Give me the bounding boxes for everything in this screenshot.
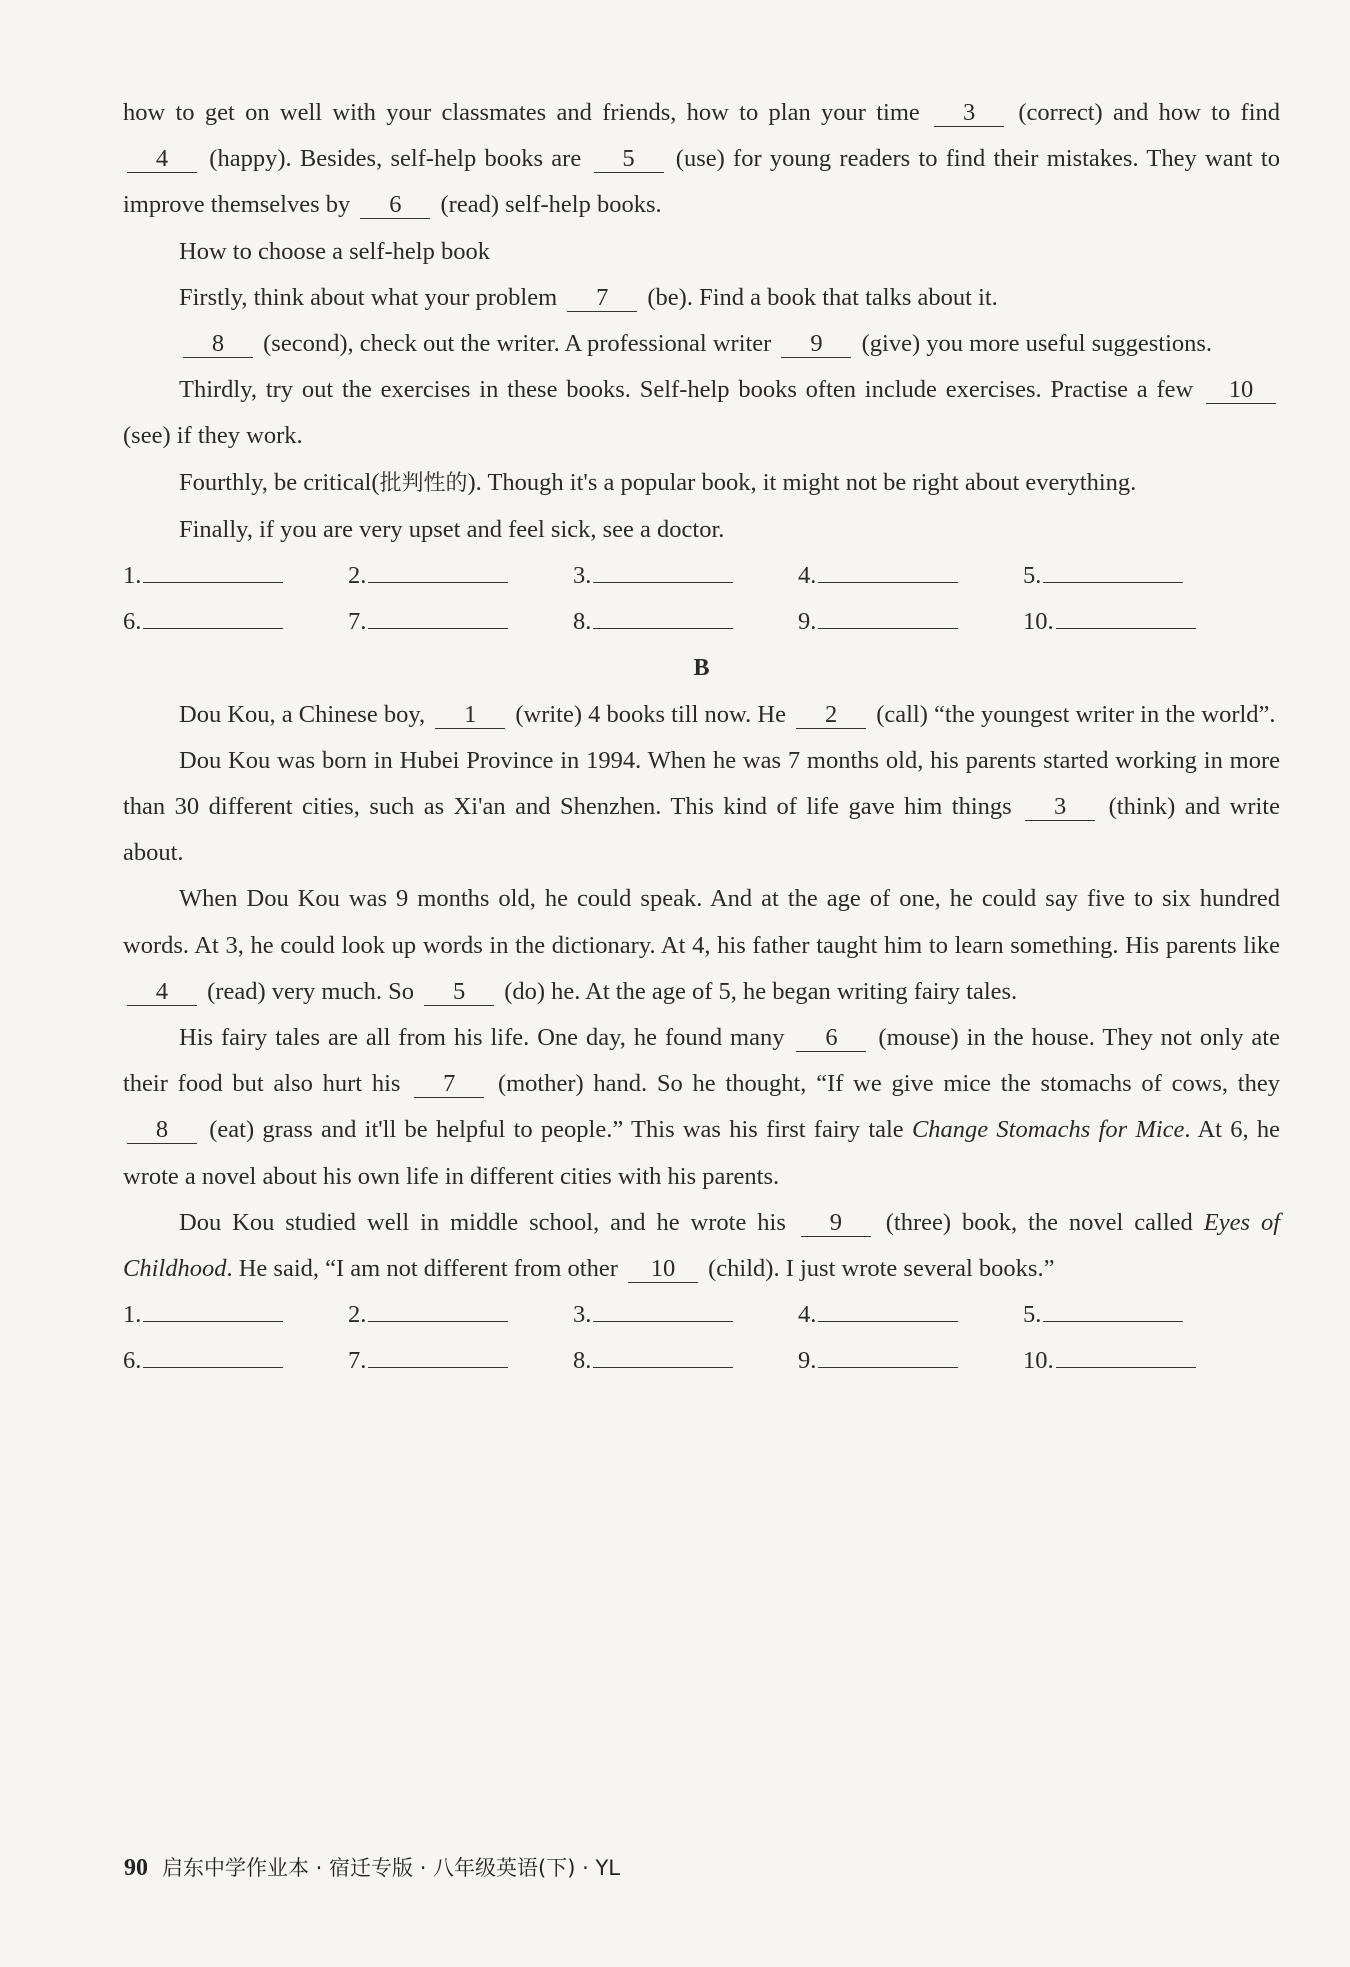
text: Firstly, think about what your problem xyxy=(179,283,564,311)
text: ). Though it's a popular book, it might not be right about everything. xyxy=(467,468,1137,496)
blank-1: 1 xyxy=(435,702,505,729)
blank-8: 8 xyxy=(183,331,253,358)
answer-line[interactable] xyxy=(1056,602,1196,629)
blank-4: 4 xyxy=(127,146,197,173)
footer-book-title: 启东中学作业本 · 宿迁专版 · 八年级英语(下) · YL xyxy=(162,1856,620,1880)
text: Dou Kou studied well in middle school, and he wrote his xyxy=(179,1208,797,1236)
passage-a-paragraph-1 xyxy=(123,90,1280,229)
answer-slot[interactable] xyxy=(573,1338,798,1384)
text: (read) very much. So xyxy=(201,977,421,1005)
passage-a-paragraph-4 xyxy=(123,321,1280,367)
text: . He said, “I am not different from other xyxy=(226,1255,625,1283)
text: (correct) and how to find xyxy=(1008,99,1280,126)
passage-a-heading: How to choose a self-help book xyxy=(179,237,490,265)
answer-slot[interactable] xyxy=(348,1338,573,1384)
answer-slot[interactable] xyxy=(798,1338,1023,1384)
text: (three) book, the novel called xyxy=(874,1208,1204,1236)
book-title: Eyes of Childhood xyxy=(123,1208,1281,1283)
answer-number: 6. xyxy=(123,1347,142,1375)
answer-number: 9. xyxy=(798,1347,817,1375)
answer-line[interactable] xyxy=(1056,1341,1196,1368)
answer-number: 1. xyxy=(123,562,142,590)
answer-line[interactable] xyxy=(368,1341,508,1368)
answer-number: 5. xyxy=(1023,562,1042,590)
page-footer xyxy=(124,1852,620,1882)
answer-number: 8. xyxy=(573,1347,592,1375)
answer-slot[interactable] xyxy=(123,1292,348,1338)
blank-8: 8 xyxy=(127,1117,197,1144)
answer-line[interactable] xyxy=(1043,556,1183,583)
answer-slot[interactable] xyxy=(573,1292,798,1338)
text: (be). Find a book that talks about it. xyxy=(641,283,998,311)
passage-a-paragraph-7: Finally, if you are very upset and feel sick, see a doctor. xyxy=(179,515,725,543)
text: Fourthly, be critical( xyxy=(179,468,380,496)
text: (eat) grass and it'll be helpful to people.” This was his first fairy tale xyxy=(201,1116,912,1144)
answer-slot[interactable] xyxy=(348,599,573,645)
text: When Dou Kou was 9 months old, he could speak. And at the age of one, he could say five to six hundred words. At 3, he could look up words in the dictionary. At 4, his father taught him to learn something. His parents like xyxy=(123,885,1280,959)
answer-line[interactable] xyxy=(593,556,733,583)
answer-number: 6. xyxy=(123,608,142,636)
blank-2: 2 xyxy=(796,702,866,729)
section-title-b: B xyxy=(693,655,710,682)
answer-number: 1. xyxy=(123,1301,142,1329)
blank-5: 5 xyxy=(424,979,494,1006)
text: Dou Kou, a Chinese boy, xyxy=(179,700,432,728)
text: (happy). Besides, self-help books are xyxy=(201,145,590,173)
text: (read) self-help books. xyxy=(434,191,662,219)
blank-10: 10 xyxy=(1206,377,1276,404)
chinese-gloss: 批判性的 xyxy=(379,470,468,496)
answer-grid-a xyxy=(123,553,1280,645)
answer-line[interactable] xyxy=(818,1341,958,1368)
answer-line[interactable] xyxy=(818,602,958,629)
answer-slot[interactable] xyxy=(348,1292,573,1338)
answer-number: 3. xyxy=(573,562,592,590)
answer-number: 3. xyxy=(573,1301,592,1329)
answer-line[interactable] xyxy=(143,556,283,583)
answer-number: 9. xyxy=(798,608,817,636)
answer-slot[interactable] xyxy=(123,553,348,599)
answer-slot[interactable] xyxy=(123,599,348,645)
blank-9: 9 xyxy=(801,1210,871,1237)
answer-number: 4. xyxy=(798,1301,817,1329)
answer-number: 10. xyxy=(1023,608,1054,636)
text: Dou Kou was born in Hubei Province in 1994. When he was 7 months old, his parents started working in more than 30 different cities, such as Xi'an and Shenzhen. This kind of life gave him things xyxy=(123,746,1280,821)
answer-line[interactable] xyxy=(143,602,283,629)
answer-line[interactable] xyxy=(818,556,958,583)
answer-slot[interactable] xyxy=(1023,599,1248,645)
text: (mother) hand. So he thought, “If we give mice the stomachs of cows, they xyxy=(488,1070,1280,1098)
text: . At 6, he wrote a novel about his own life in different cities with his parents. xyxy=(123,1116,1280,1190)
worksheet-content xyxy=(123,90,1280,1385)
passage-a-paragraph-5 xyxy=(123,367,1280,459)
blank-3: 3 xyxy=(1025,794,1095,821)
answer-line[interactable] xyxy=(368,1295,508,1322)
text: (use) for young readers to find their mistakes. They want to improve themselves by xyxy=(123,145,1280,219)
text: His fairy tales are all from his life. One day, he found many xyxy=(179,1024,793,1052)
blank-3: 3 xyxy=(934,100,1004,127)
answer-number: 10. xyxy=(1023,1347,1054,1375)
text: (child). I just wrote several books.” xyxy=(702,1255,1055,1283)
text: (write) 4 books till now. He xyxy=(509,700,793,728)
answer-slot[interactable] xyxy=(798,599,1023,645)
answer-number: 4. xyxy=(798,562,817,590)
blank-4: 4 xyxy=(127,979,197,1006)
answer-number: 7. xyxy=(348,1347,367,1375)
answer-slot[interactable] xyxy=(348,553,573,599)
answer-grid-b xyxy=(123,1292,1280,1384)
answer-slot[interactable] xyxy=(573,553,798,599)
text: how to get on well with your classmates and friends, how to plan your time xyxy=(123,99,931,126)
text: (think) and write about. xyxy=(123,793,1280,867)
blank-10: 10 xyxy=(628,1256,698,1283)
answer-line[interactable] xyxy=(593,602,733,629)
answer-number: 5. xyxy=(1023,1301,1042,1329)
answer-line[interactable] xyxy=(368,602,508,629)
answer-line[interactable] xyxy=(143,1295,283,1322)
blank-7: 7 xyxy=(414,1071,484,1098)
passage-b-paragraph-3 xyxy=(123,876,1280,1015)
passage-b-paragraph-5 xyxy=(123,1200,1280,1292)
answer-line[interactable] xyxy=(593,1295,733,1322)
answer-slot[interactable] xyxy=(123,1338,348,1384)
passage-b-paragraph-2 xyxy=(123,738,1280,877)
answer-number: 7. xyxy=(348,608,367,636)
passage-b-paragraph-4 xyxy=(123,1015,1280,1200)
answer-slot[interactable] xyxy=(1023,553,1248,599)
text: (second), check out the writer. A professional writer xyxy=(257,330,778,358)
text: (give) you more useful suggestions. xyxy=(855,330,1213,358)
answer-number: 2. xyxy=(348,1301,367,1329)
answer-line[interactable] xyxy=(593,1341,733,1368)
blank-6: 6 xyxy=(360,192,430,219)
answer-line[interactable] xyxy=(1043,1295,1183,1322)
blank-7: 7 xyxy=(567,285,637,312)
blank-9: 9 xyxy=(781,331,851,358)
answer-line[interactable] xyxy=(368,556,508,583)
text: (do) he. At the age of 5, he began writing fairy tales. xyxy=(498,977,1018,1005)
answer-line[interactable] xyxy=(143,1341,283,1368)
answer-number: 2. xyxy=(348,562,367,590)
passage-a-paragraph-3 xyxy=(123,275,1280,321)
answer-line[interactable] xyxy=(818,1295,958,1322)
answer-slot[interactable] xyxy=(798,1292,1023,1338)
blank-6: 6 xyxy=(796,1025,866,1052)
blank-5: 5 xyxy=(594,146,664,173)
text: (mouse) in the house. They not only ate their food but also hurt his xyxy=(123,1024,1280,1098)
page-number: 90 xyxy=(124,1855,148,1881)
answer-slot[interactable] xyxy=(798,553,1023,599)
passage-a-paragraph-6 xyxy=(123,460,1280,507)
answer-slot[interactable] xyxy=(573,599,798,645)
text: (call) “the youngest writer in the world”. xyxy=(870,700,1276,728)
book-title: Change Stomachs for Mice xyxy=(911,1116,1185,1144)
passage-b-paragraph-1 xyxy=(123,692,1280,738)
text: Thirdly, try out the exercises in these books. Self-help books often include exercises. Practise a few xyxy=(179,376,1202,404)
answer-slot[interactable] xyxy=(1023,1338,1248,1384)
answer-slot[interactable] xyxy=(1023,1292,1248,1338)
text: (see) if they work. xyxy=(123,422,303,450)
answer-number: 8. xyxy=(573,608,592,636)
